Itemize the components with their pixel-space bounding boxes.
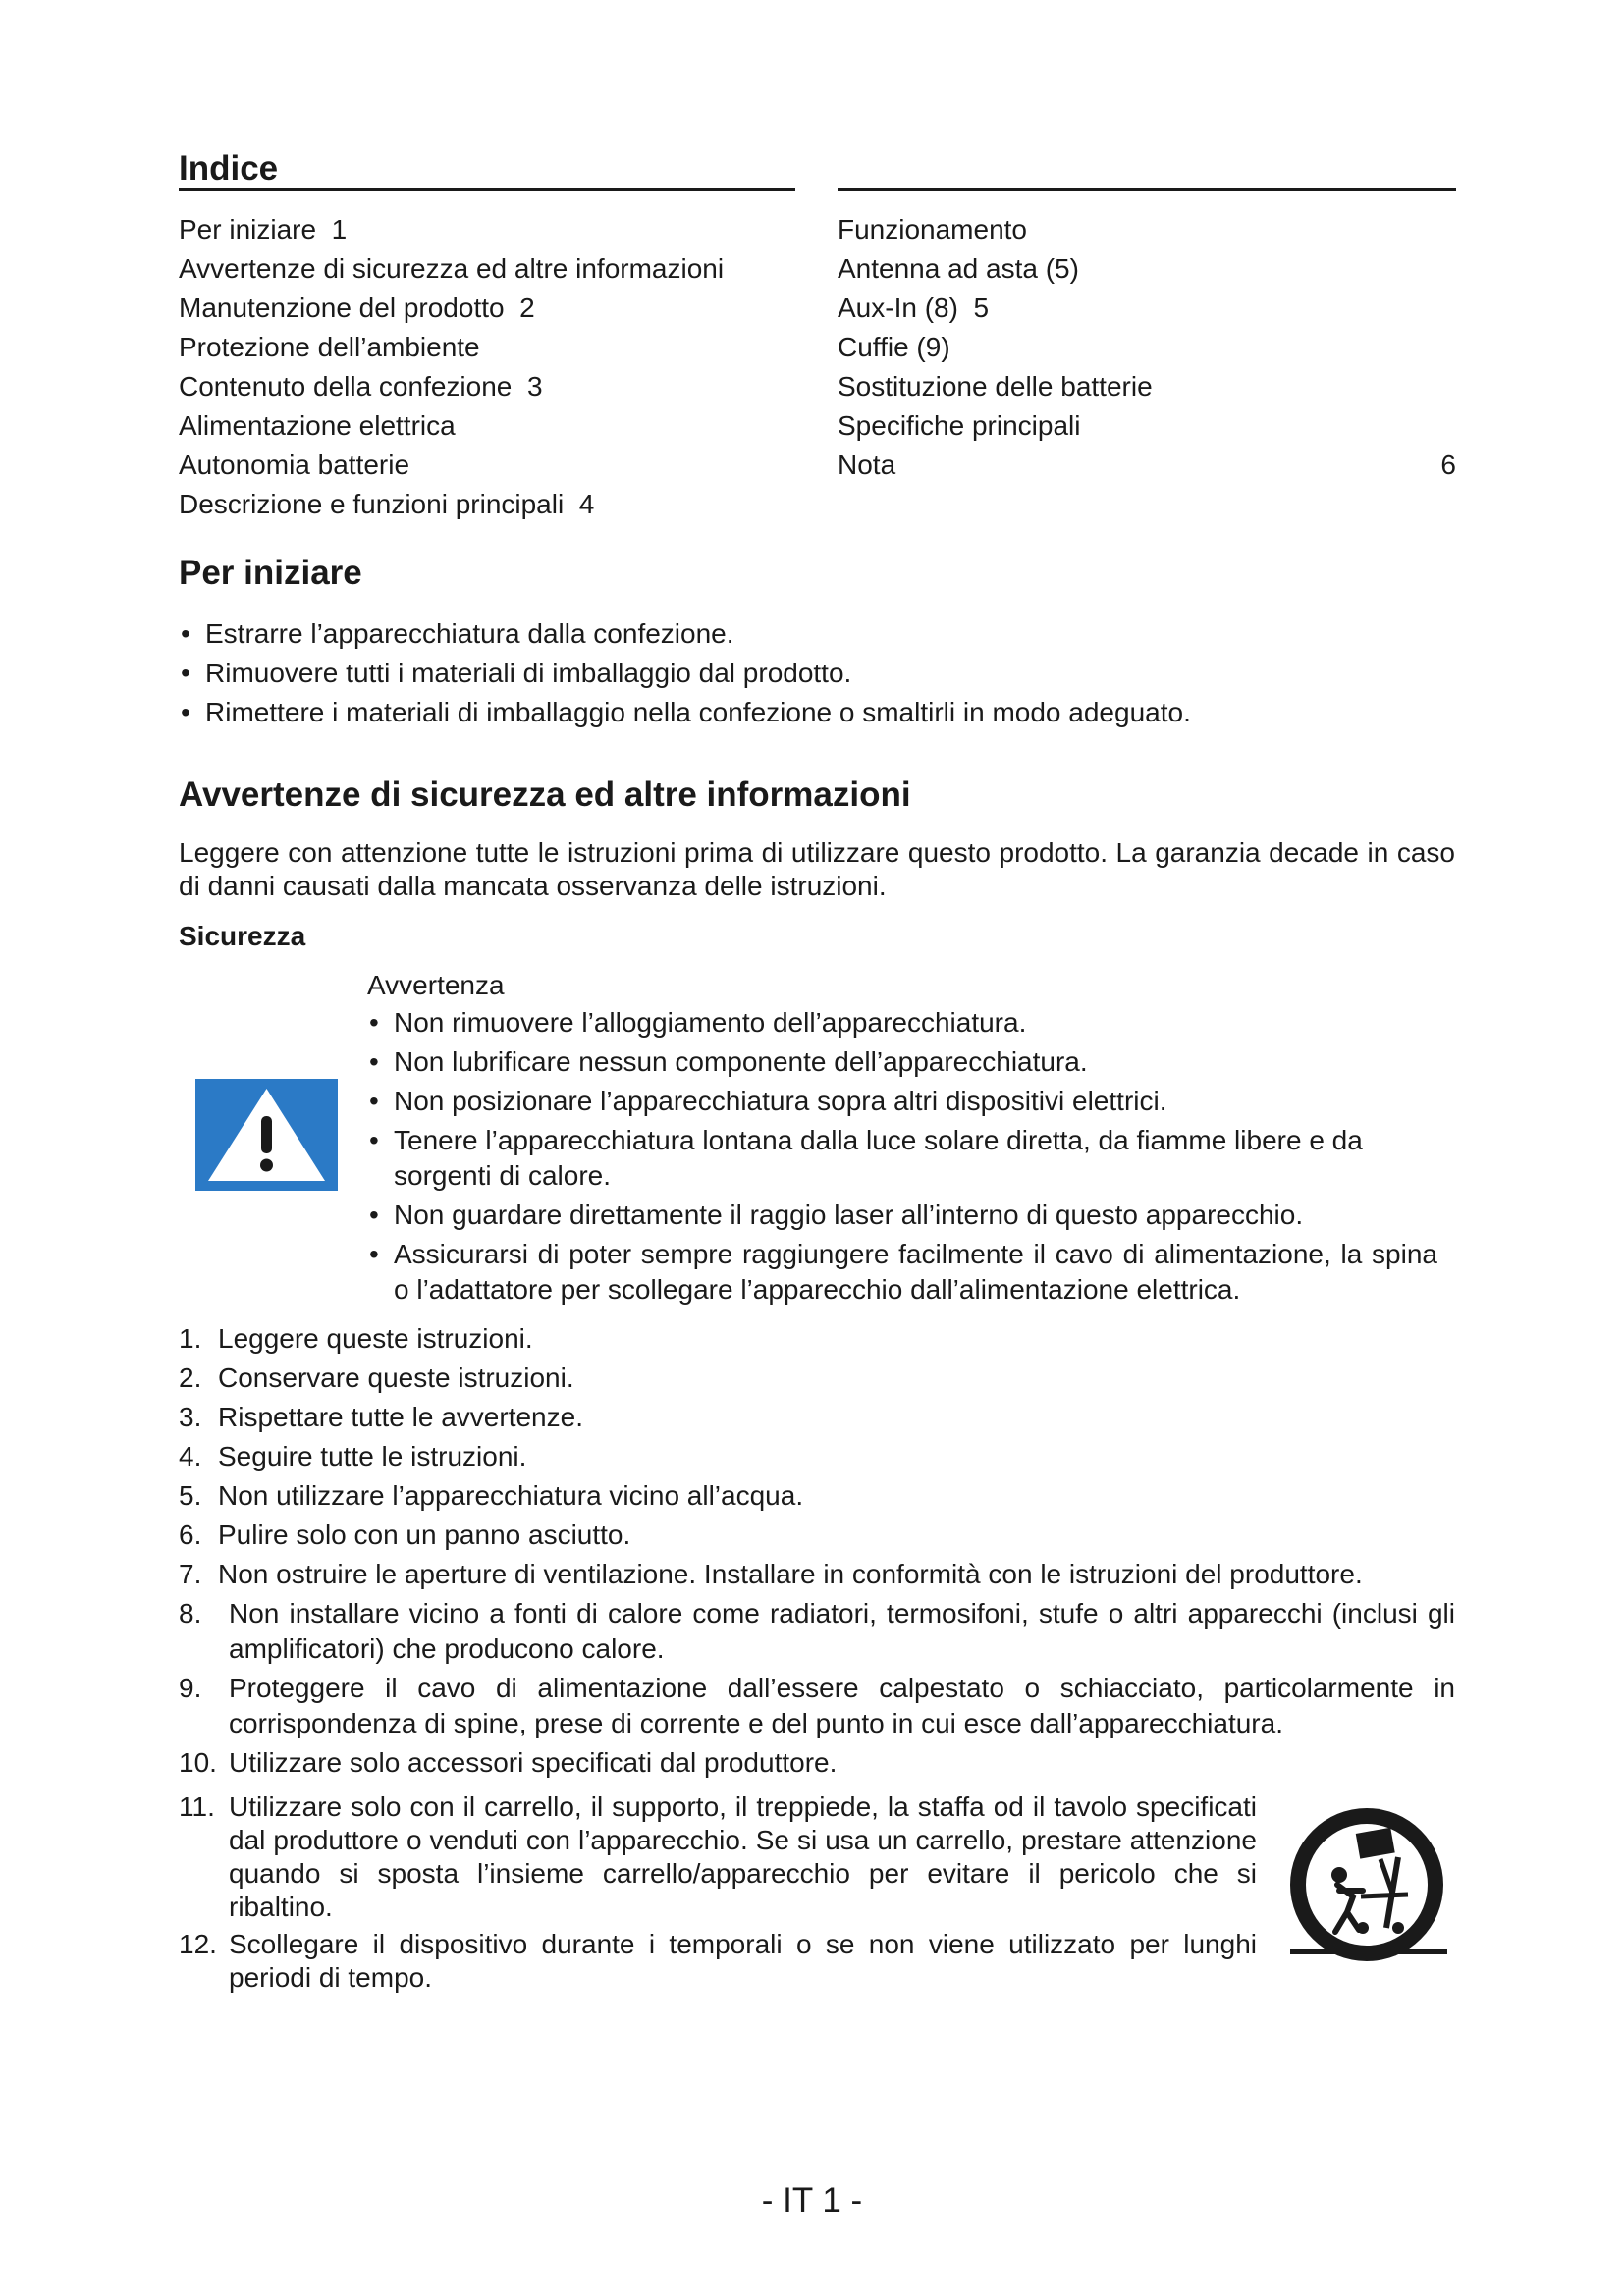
list-item: 8. Non installare vicino a fonti di calore come radiatori, termosifoni, stufe o altri apparecchi (inclusi gli amplificatori) che producono calore. bbox=[179, 1598, 1455, 1664]
page-number: - IT 1 - bbox=[761, 2181, 863, 2219]
toc-entry[interactable]: Funzionamento bbox=[838, 214, 1028, 244]
toc-divider-left bbox=[179, 188, 795, 191]
warning-list bbox=[367, 1005, 1437, 1308]
list-item: 5. Non utilizzare l’apparecchiatura vicino all’acqua. bbox=[179, 1480, 804, 1511]
safety-subtitle: Sicurezza bbox=[179, 921, 306, 951]
list-item: 10. Utilizzare solo accessori specificati dal produttore. bbox=[179, 1747, 838, 1778]
list-item: • Non guardare direttamente il raggio laser all’interno di questo apparecchio. bbox=[367, 1198, 1437, 1233]
toc-title: Indice bbox=[179, 149, 279, 187]
toc-entry[interactable]: Descrizione e funzioni principali 4 bbox=[179, 489, 595, 519]
list-item: • Non lubrificare nessun componente dell’apparecchiatura. bbox=[367, 1044, 1437, 1080]
toc-left-column bbox=[179, 210, 787, 524]
toc-entry[interactable]: Per iniziare 1 bbox=[179, 214, 348, 244]
list-item: 2. Conservare queste istruzioni. bbox=[179, 1362, 574, 1393]
list-item: • Tenere l’apparecchiatura lontana dalla luce solare diretta, da fiamme libere e da sorgenti di calore. bbox=[367, 1123, 1437, 1194]
instructions-list-continued bbox=[179, 1790, 1257, 1995]
toc-entry[interactable]: Autonomia batterie bbox=[179, 450, 410, 480]
toc-entry[interactable]: Protezione dell’ambiente bbox=[179, 332, 480, 362]
list-item: • Rimuovere tutti i materiali di imballaggio dal prodotto. bbox=[179, 654, 1455, 693]
list-item: 7. Non ostruire le aperture di ventilazione. Installare in conformità con le istruzioni del produttore. bbox=[179, 1559, 1363, 1589]
toc-right-column bbox=[838, 210, 1456, 485]
safety-heading: Avvertenze di sicurezza ed altre informazioni bbox=[179, 775, 911, 814]
toc-entry[interactable]: Sostituzione delle batterie bbox=[838, 371, 1153, 401]
list-item: 4. Seguire tutte le istruzioni. bbox=[179, 1441, 527, 1471]
toc-entry[interactable]: Alimentazione elettrica bbox=[179, 410, 456, 441]
list-item: • Non posizionare l’apparecchiatura sopra altri dispositivi elettrici. bbox=[367, 1084, 1437, 1119]
toc-entry[interactable]: Avvertenze di sicurezza ed altre informazioni bbox=[179, 253, 725, 284]
cart-tip-over-icon bbox=[1282, 1802, 1451, 1971]
getting-started-list bbox=[179, 614, 1455, 732]
toc-entry[interactable]: Contenuto della confezione 3 bbox=[179, 371, 543, 401]
toc-entry[interactable]: Manutenzione del prodotto 2 bbox=[179, 293, 535, 323]
list-item: • Non rimuovere l’alloggiamento dell’apparecchiatura. bbox=[367, 1005, 1437, 1041]
list-item: 12. Scollegare il dispositivo durante i temporali o se non viene utilizzato per lunghi periodi di tempo. bbox=[179, 1929, 1257, 1993]
list-item: 11. Utilizzare solo con il carrello, il supporto, il treppiede, la staffa od il tavolo specificati dal produttore o venduti con l’apparecchio. Se si usa un carrello, prestare attenzione quando si sposta l’insieme carrello/apparecchio per evitare il pericolo che si ribaltino. bbox=[179, 1791, 1257, 1922]
toc-divider-right bbox=[838, 188, 1456, 191]
warning-triangle-icon bbox=[195, 1079, 338, 1191]
toc-entry[interactable]: Antenna ad asta (5) bbox=[838, 253, 1079, 284]
list-item: 6. Pulire solo con un panno asciutto. bbox=[179, 1520, 631, 1550]
safety-intro: Leggere con attenzione tutte le istruzioni prima di utilizzare questo prodotto. La garanzia decade in caso di danni causati dalla mancata osservanza delle istruzioni. bbox=[179, 837, 1455, 901]
list-item: 9. Proteggere il cavo di alimentazione dall’essere calpestato o schiacciato, particolarmente in corrispondenza di spine, prese di corrente e del punto in cui esce dall’apparecchiatura. bbox=[179, 1673, 1455, 1738]
list-item: • Estrarre l’apparecchiatura dalla confezione. bbox=[179, 614, 1455, 654]
list-item: 1. Leggere queste istruzioni. bbox=[179, 1323, 533, 1354]
toc-entry[interactable]: Nota 6 bbox=[838, 450, 1456, 480]
list-item: 3. Rispettare tutte le avvertenze. bbox=[179, 1402, 583, 1432]
instructions-list bbox=[179, 1319, 1455, 1783]
list-item: • Rimettere i materiali di imballaggio nella confezione o smaltirli in modo adeguato. bbox=[179, 693, 1455, 732]
list-item: • Assicurarsi di poter sempre raggiungere facilmente il cavo di alimentazione, la spina o l’adattatore per scollegare l’apparecchio dall’alimentazione elettrica. bbox=[367, 1237, 1437, 1308]
toc-entry[interactable]: Cuffie (9) bbox=[838, 332, 950, 362]
warning-title: Avvertenza bbox=[367, 970, 505, 1000]
toc-entry[interactable]: Aux-In (8) 5 bbox=[838, 293, 990, 323]
getting-started-heading: Per iniziare bbox=[179, 554, 362, 592]
toc-entry[interactable]: Specifiche principali bbox=[838, 410, 1081, 441]
